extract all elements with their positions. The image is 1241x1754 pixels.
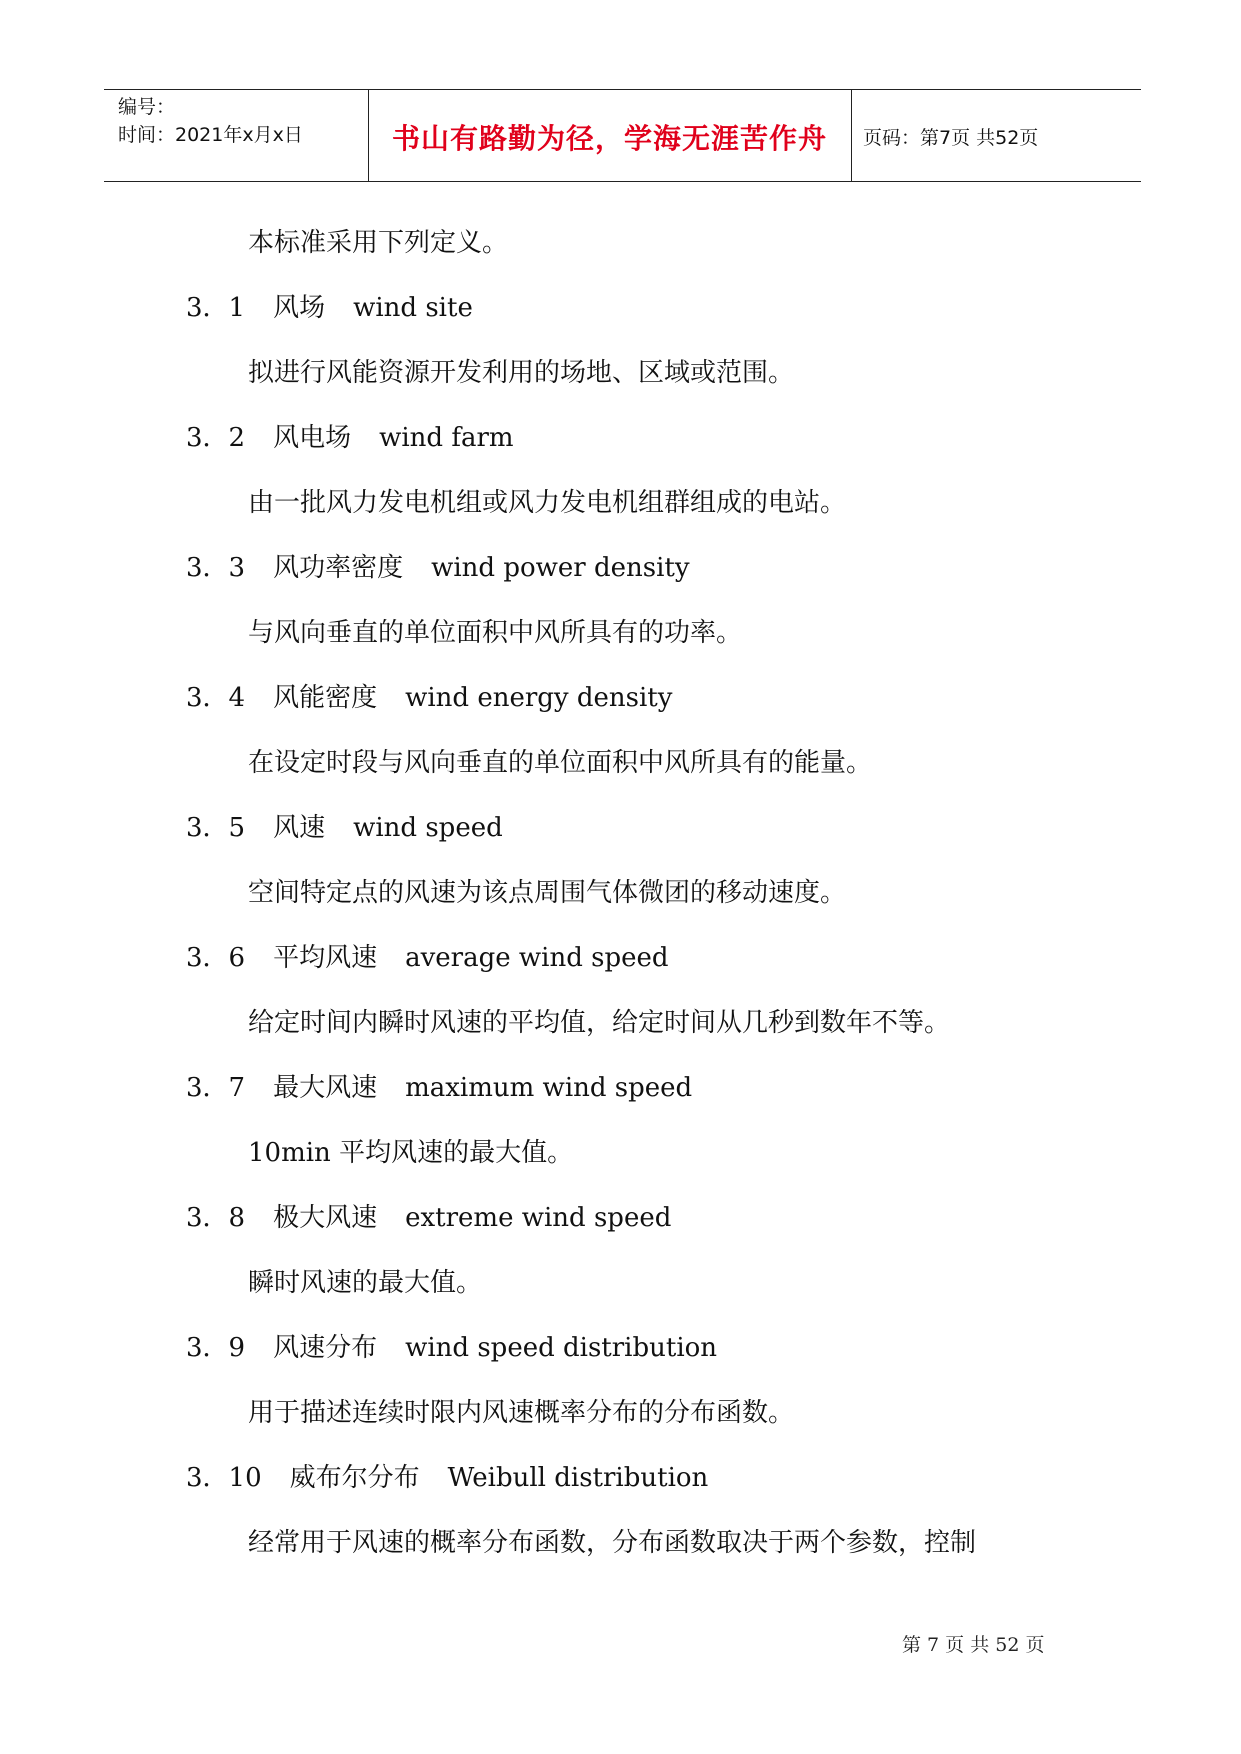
term-chinese: 风功率密度 <box>273 553 404 583</box>
term-chinese: 风速分布 <box>273 1333 378 1363</box>
term-english: average wind speed <box>405 943 669 973</box>
term-number: 3．8 <box>186 1203 246 1233</box>
term-heading <box>186 1461 708 1495</box>
term-english: wind farm <box>379 423 514 453</box>
header-motto: 书山有路勤为径，学海无涯苦作舟 <box>391 122 827 155</box>
term-chinese: 风电场 <box>273 423 352 453</box>
term-heading <box>186 681 672 715</box>
term-definition: 拟进行风能资源开发利用的场地、区域或范围。 <box>248 358 795 388</box>
term-number: 3．10 <box>186 1463 262 1493</box>
term-english: wind power density <box>431 553 690 583</box>
term-number: 3．5 <box>186 813 246 843</box>
term-english: maximum wind speed <box>405 1073 693 1103</box>
term-chinese: 威布尔分布 <box>289 1463 420 1493</box>
term-chinese: 风场 <box>273 293 326 323</box>
term-chinese: 最大风速 <box>273 1073 378 1103</box>
term-number: 3．3 <box>186 553 246 583</box>
term-english: Weibull distribution <box>447 1463 709 1493</box>
term-english: wind speed <box>353 813 503 843</box>
term-english: extreme wind speed <box>405 1203 672 1233</box>
term-number: 3．4 <box>186 683 246 713</box>
page-header <box>104 89 1141 182</box>
term-definition: 与风向垂直的单位面积中风所具有的功率。 <box>248 618 743 648</box>
term-chinese: 风速 <box>273 813 326 843</box>
term-number: 3．9 <box>186 1333 246 1363</box>
term-heading <box>186 941 669 975</box>
term-definition: 10min 平均风速的最大值。 <box>248 1138 574 1168</box>
term-english: wind speed distribution <box>405 1333 718 1363</box>
term-definition: 由一批风力发电机组或风力发电机组群组成的电站。 <box>248 488 847 518</box>
term-heading <box>186 1331 717 1365</box>
term-definition: 用于描述连续时限内风速概率分布的分布函数。 <box>248 1398 795 1428</box>
term-heading <box>186 291 473 325</box>
term-chinese: 平均风速 <box>273 943 378 973</box>
term-chinese: 风能密度 <box>273 683 378 713</box>
term-number: 3．2 <box>186 423 246 453</box>
term-number: 3．7 <box>186 1073 246 1103</box>
term-definition: 给定时间内瞬时风速的平均值，给定时间从几秒到数年不等。 <box>248 1008 951 1038</box>
term-definition: 经常用于风速的概率分布函数，分布函数取决于两个参数，控制 <box>248 1528 977 1558</box>
term-heading <box>186 811 503 845</box>
term-definition: 瞬时风速的最大值。 <box>248 1268 483 1298</box>
term-definition: 在设定时段与风向垂直的单位面积中风所具有的能量。 <box>248 748 873 778</box>
term-number: 3．1 <box>186 293 246 323</box>
term-number: 3．6 <box>186 943 246 973</box>
term-english: wind energy density <box>405 683 673 713</box>
term-chinese: 极大风速 <box>273 1203 378 1233</box>
header-page-cell <box>851 90 1141 181</box>
document-time-label: 时间：2021年x月x日 <box>118 124 303 146</box>
header-motto-cell <box>368 90 852 181</box>
page-footer: 第 7 页 共 52 页 <box>902 1634 1045 1656</box>
term-heading <box>186 551 690 585</box>
intro-paragraph: 本标准采用下列定义。 <box>248 228 509 258</box>
term-heading <box>186 421 514 455</box>
document-number-label: 编号： <box>118 96 176 118</box>
header-meta-cell <box>104 90 369 181</box>
term-heading <box>186 1201 671 1235</box>
term-heading <box>186 1071 692 1105</box>
term-english: wind site <box>353 293 473 323</box>
term-definition: 空间特定点的风速为该点周围气体微团的移动速度。 <box>248 878 847 908</box>
header-page-info: 页码：第7页 共52页 <box>863 127 1039 149</box>
